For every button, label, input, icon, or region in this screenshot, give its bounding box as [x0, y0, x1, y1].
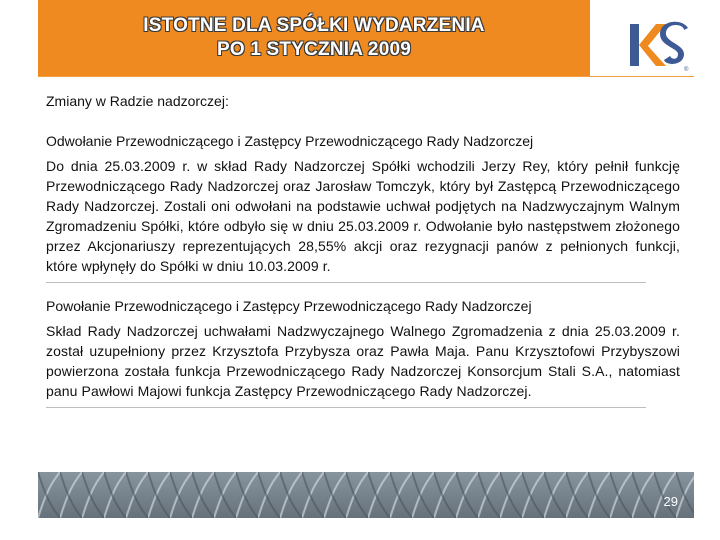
- slide-content: [46, 92, 680, 408]
- ks-logo-icon: [626, 18, 692, 74]
- section-appointment: [46, 297, 680, 408]
- header-divider: [38, 76, 694, 77]
- intro-text: Zmiany w Radzie nadzorczej:: [46, 93, 229, 109]
- section-heading: Odwołanie Przewodniczącego i Zastępcy Przewodniczącego Rady Nadzorczej: [46, 133, 534, 149]
- slide-title-line1: ISTOTNE DLA SPÓŁKI WYDARZENIA: [143, 15, 485, 36]
- company-logo: [626, 18, 692, 74]
- section-heading: Powołanie Przewodniczącego i Zastępcy Przewodniczącego Rady Nadzorczej: [46, 298, 532, 314]
- section-divider: [46, 407, 646, 408]
- steel-mesh-pattern: [38, 472, 694, 518]
- section-body: Skład Rady Nadzorczej uchwałami Nadzwyczajnego Walnego Zgromadzenia z dnia 25.03.2009 r. został uzupełniony przez Krzysztofa Przybysza oraz Pawła Maja. Panu Krzysztofowi Przybyszowi powierzona została funkcja Przewodniczącego Rady Nadzorczej Konsorcjum Stali S.A., natomiast panu Pawłowi Majowi funkcja Zastępcy Przewodniczącego Rady Nadzorczej.: [46, 323, 680, 399]
- registered-mark: ®: [684, 67, 689, 73]
- slide-header-banner: [38, 0, 590, 76]
- page-number: 29: [663, 494, 678, 509]
- footer-steel-bar: [38, 472, 694, 518]
- section-dismissal: [46, 132, 680, 283]
- slide-title-line2: PO 1 STYCZNIA 2009: [216, 39, 412, 60]
- section-divider: [46, 282, 646, 283]
- section-body: Do dnia 25.03.2009 r. w skład Rady Nadzorczej Spółki wchodzili Jerzy Rey, który pełnił funkcję Przewodniczącego Rady Nadzorczej oraz Jarosław Tomczyk, który był Zastępcą Przewodniczącego Rady Nadzorczej. Zostali oni odwołani na podstawie uchwał podjętych na Nadzwyczajnym Walnym Zgromadzeniu Spółki, które odbyło się w dniu 25.03.2009 r. Odwołanie było następstwem złożonego przez Akcjonariuszy reprezentujących 28,55% akcji oraz rezygnacji panów z pełnionych funkcji, które wpłynęły do Spółki w dniu 10.03.2009 r.: [46, 158, 680, 274]
